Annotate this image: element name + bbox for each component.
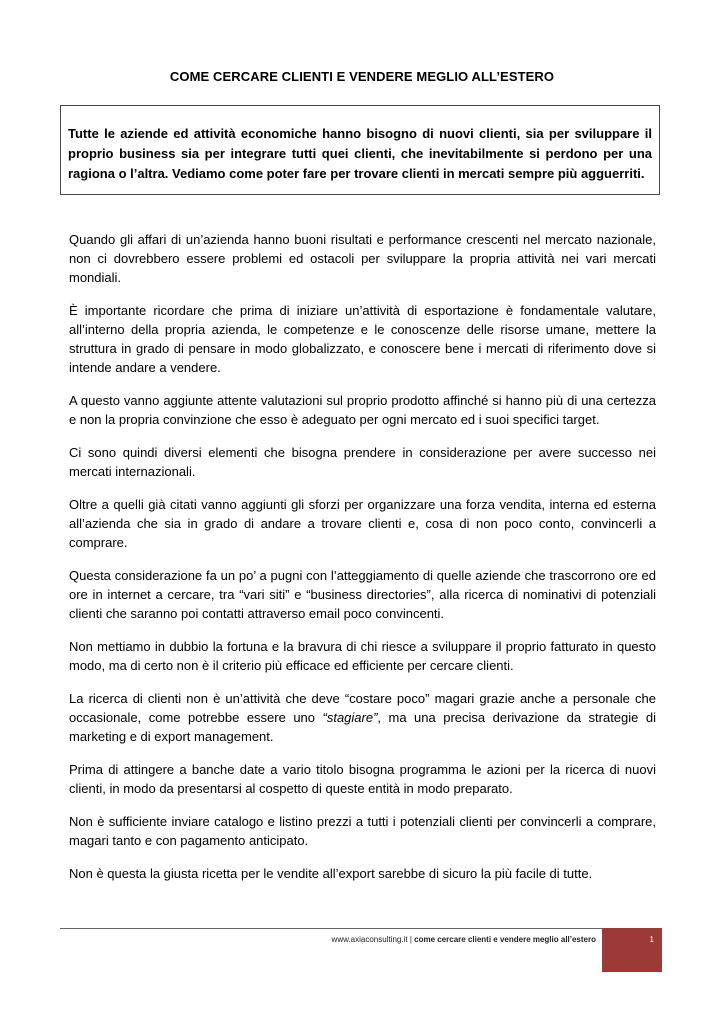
abstract-box [60,105,660,195]
paragraph: Non è sufficiente inviare catalogo e listino prezzi a tutti i potenziali clienti per convincerli a comprare, magari tanto e con pagamento anticipato. [69,814,656,848]
paragraph: Oltre a quelli già citati vanno aggiunti gli sforzi per organizzare una forza vendita, interna ed esterna all’azienda che sia in grado di andare a trovare clienti e, cosa di non poco conto, convincerli a comprare. [69,497,656,550]
paragraph-with-italic [69,689,656,746]
document-title: COME CERCARE CLIENTI E VENDERE MEGLIO ALL’ESTERO [169,69,555,84]
paragraph-text: La ricerca di clienti non è un’attività che deve “costare poco” magari grazie anche a personale che occasionale, come potrebbe essere uno [69,691,656,725]
page-number-box [602,928,662,972]
paragraph: Non è questa la giusta ricetta per le vendite all’export sarebbe di sicuro la più facile di tutte. [69,866,593,881]
paragraph-text: , ma una precisa derivazione da strategie di marketing e di export management. [69,710,656,744]
footer-doc-title: come cercare clienti e vendere meglio all’estero [414,935,596,944]
paragraph: Ci sono quindi diversi elementi che bisogna prendere in considerazione per avere successo nei mercati internazionali. [69,445,656,479]
footer-text [332,935,596,944]
footer-separator: | [407,935,415,944]
page-number: 1 [649,935,654,944]
paragraph: Questa considerazione fa un po’ a pugni con l’atteggiamento di quelle aziende che trascorrono ore ed ore in internet a cercare, tra “vari siti” e “business directories”, alla ricerca di nominativi di potenziali clienti che saranno poi contatti attraverso email poco convincenti. [69,568,656,621]
abstract-text: Tutte le aziende ed attività economiche hanno bisogno di nuovi clienti, sia per sviluppare il proprio business sia per integrare tutti quei clienti, che inevitabilmente si perdono per una ragiona o l’altra. Vediamo come poter fare per trovare clienti in mercati sempre più agguerriti. [68,126,652,181]
document-body [69,230,656,897]
footer-site-link[interactable]: www.axiaconsulting.it [331,935,408,944]
paragraph: Non mettiamo in dubbio la fortuna e la bravura di chi riesce a sviluppare il proprio fatturato in questo modo, ma di certo non è il criterio più efficace ed efficiente per cercare clienti. [69,639,656,673]
paragraph: Prima di attingere a banche date a vario titolo bisogna programma le azioni per la ricerca di nuovi clienti, in modo da presentarsi al cospetto di queste entità in modo preparato. [69,762,656,796]
paragraph: È importante ricordare che prima di iniziare un’attività di esportazione è fondamentale valutare, all’interno della propria azienda, le competenze e le conoscenze delle risorse umane, mettere la struttura in grado di pensare in modo globalizzato, e conoscere bene i mercati di riferimento dove si intende andare a vendere. [69,303,656,375]
paragraph: Quando gli affari di un’azienda hanno buoni risultati e performance crescenti nel mercato nazionale, non ci dovrebbero essere problemi ed ostacoli per sviluppare la propria attività nei vari mercati mondiali. [69,232,656,285]
footer-divider [60,928,606,929]
italic-term: “stagiare” [322,710,378,725]
paragraph: A questo vanno aggiunte attente valutazioni sul proprio prodotto affinché si hanno più di una certezza e non la propria convinzione che esso è adeguato per ogni mercato ed i suoi specifici target. [69,393,656,427]
